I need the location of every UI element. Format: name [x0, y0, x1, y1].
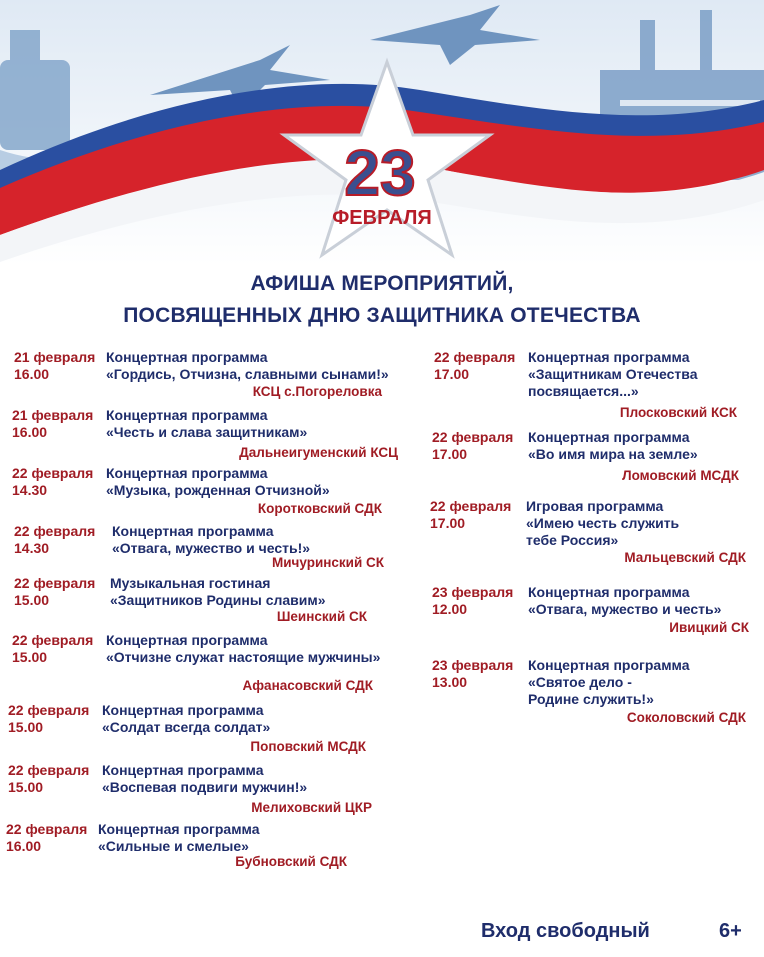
poster-title-line2: ПОСВЯЩЕННЫХ ДНЮ ЗАЩИТНИКА ОТЕЧЕСТВА [123, 304, 641, 327]
event-date: 22 февраля [432, 429, 514, 445]
event-type: Игровая программа [526, 498, 664, 514]
event-type: Концертная программа [528, 657, 690, 673]
event-venue: КСЦ с.Погореловка [252, 384, 382, 399]
event-venue: Плосковский КСК [619, 405, 737, 420]
event-time: 17.00 [432, 446, 468, 462]
event-title: «Имею честь служить [526, 515, 680, 531]
event-type: Концертная программа [102, 762, 264, 778]
event-date: 23 февраля [432, 657, 514, 673]
poster-title-line1: АФИША МЕРОПРИЯТИЙ, [250, 272, 514, 295]
free-entry-label: Вход свободный [481, 920, 650, 942]
event-venue: Ивицкий СК [669, 620, 749, 635]
event-title: «Во имя мира на земле» [528, 446, 698, 462]
event-title: «Святое дело - [528, 674, 632, 690]
event-time: 12.00 [432, 601, 468, 617]
event-title: «Солдат всегда солдат» [102, 719, 271, 735]
event-title: «Гордись, Отчизна, славными сынами!» [106, 366, 389, 382]
event-type: Концертная программа [106, 349, 268, 365]
event-type: Концертная программа [528, 584, 690, 600]
event-title: «Отчизне служат настоящие мужчины» [106, 649, 381, 665]
event-title: «Воспевая подвиги мужчин!» [102, 779, 308, 795]
event-time: 17.00 [434, 366, 470, 382]
event-date: 23 февраля [432, 584, 514, 600]
event-venue: Ломовский МСДК [622, 468, 739, 483]
event-venue: Поповский МСДК [250, 739, 366, 754]
event-title: Родине служить!» [528, 691, 654, 707]
event-venue: Бубновский СДК [235, 854, 347, 869]
event-type: Концертная программа [112, 523, 274, 539]
event-date: 22 февраля [8, 762, 90, 778]
event-venue: Коротковский СДК [257, 501, 382, 516]
event-time: 16.00 [12, 424, 48, 440]
event-date: 22 февраля [12, 632, 94, 648]
holiday-banner [0, 0, 764, 265]
event-venue: Мальцевский СДК [624, 550, 746, 565]
event-title: «Отвага, мужество и честь» [528, 601, 722, 617]
event-time: 14.30 [14, 540, 50, 556]
event-date: 22 февраля [14, 575, 96, 591]
event-venue: Мелиховский ЦКР [251, 800, 372, 815]
star-number: 23 [344, 137, 416, 209]
event-time: 13.00 [432, 674, 468, 690]
event-date: 22 февраля [8, 702, 90, 718]
event-time: 15.00 [8, 779, 44, 795]
event-title: «Сильные и смелые» [98, 838, 249, 854]
event-title: посвящается...» [528, 383, 639, 399]
event-type: Концертная программа [528, 349, 690, 365]
event-date: 22 февраля [430, 498, 512, 514]
event-title: «Честь и слава защитникам» [106, 424, 308, 440]
event-venue: Афанасовский СДК [242, 678, 373, 693]
event-time: 16.00 [14, 366, 50, 382]
event-date: 21 февраля [14, 349, 96, 365]
event-time: 15.00 [8, 719, 44, 735]
event-date: 22 февраля [12, 465, 94, 481]
event-title: «Отвага, мужество и честь!» [112, 540, 311, 556]
event-type: Концертная программа [528, 429, 690, 445]
star-month: ФЕВРАЛЯ [332, 207, 432, 229]
event-type: Концертная программа [106, 465, 268, 481]
event-type: Концертная программа [98, 821, 260, 837]
event-title: «Музыка, рожденная Отчизной» [106, 482, 330, 498]
event-title: тебе Россия» [526, 532, 619, 548]
event-date: 22 февраля [6, 821, 88, 837]
event-time: 15.00 [12, 649, 48, 665]
event-type: Концертная программа [106, 407, 268, 423]
event-date: 22 февраля [14, 523, 96, 539]
event-type: Концертная программа [106, 632, 268, 648]
age-rating: 6+ [719, 920, 742, 942]
event-type: Концертная программа [102, 702, 264, 718]
event-title: «Защитников Родины славим» [110, 592, 326, 608]
event-time: 16.00 [6, 838, 42, 854]
event-venue: Мичуринский СК [271, 555, 384, 570]
event-venue: Дальнеигуменский КСЦ [239, 445, 398, 460]
event-title: «Защитникам Отечества [528, 366, 698, 382]
event-time: 14.30 [12, 482, 48, 498]
event-venue: Шеинский СК [276, 609, 367, 624]
event-time: 17.00 [430, 515, 466, 531]
event-type: Музыкальная гостиная [110, 575, 271, 591]
event-venue: Соколовский СДК [626, 710, 746, 725]
event-date: 21 февраля [12, 407, 94, 423]
event-date: 22 февраля [434, 349, 516, 365]
event-time: 15.00 [14, 592, 50, 608]
